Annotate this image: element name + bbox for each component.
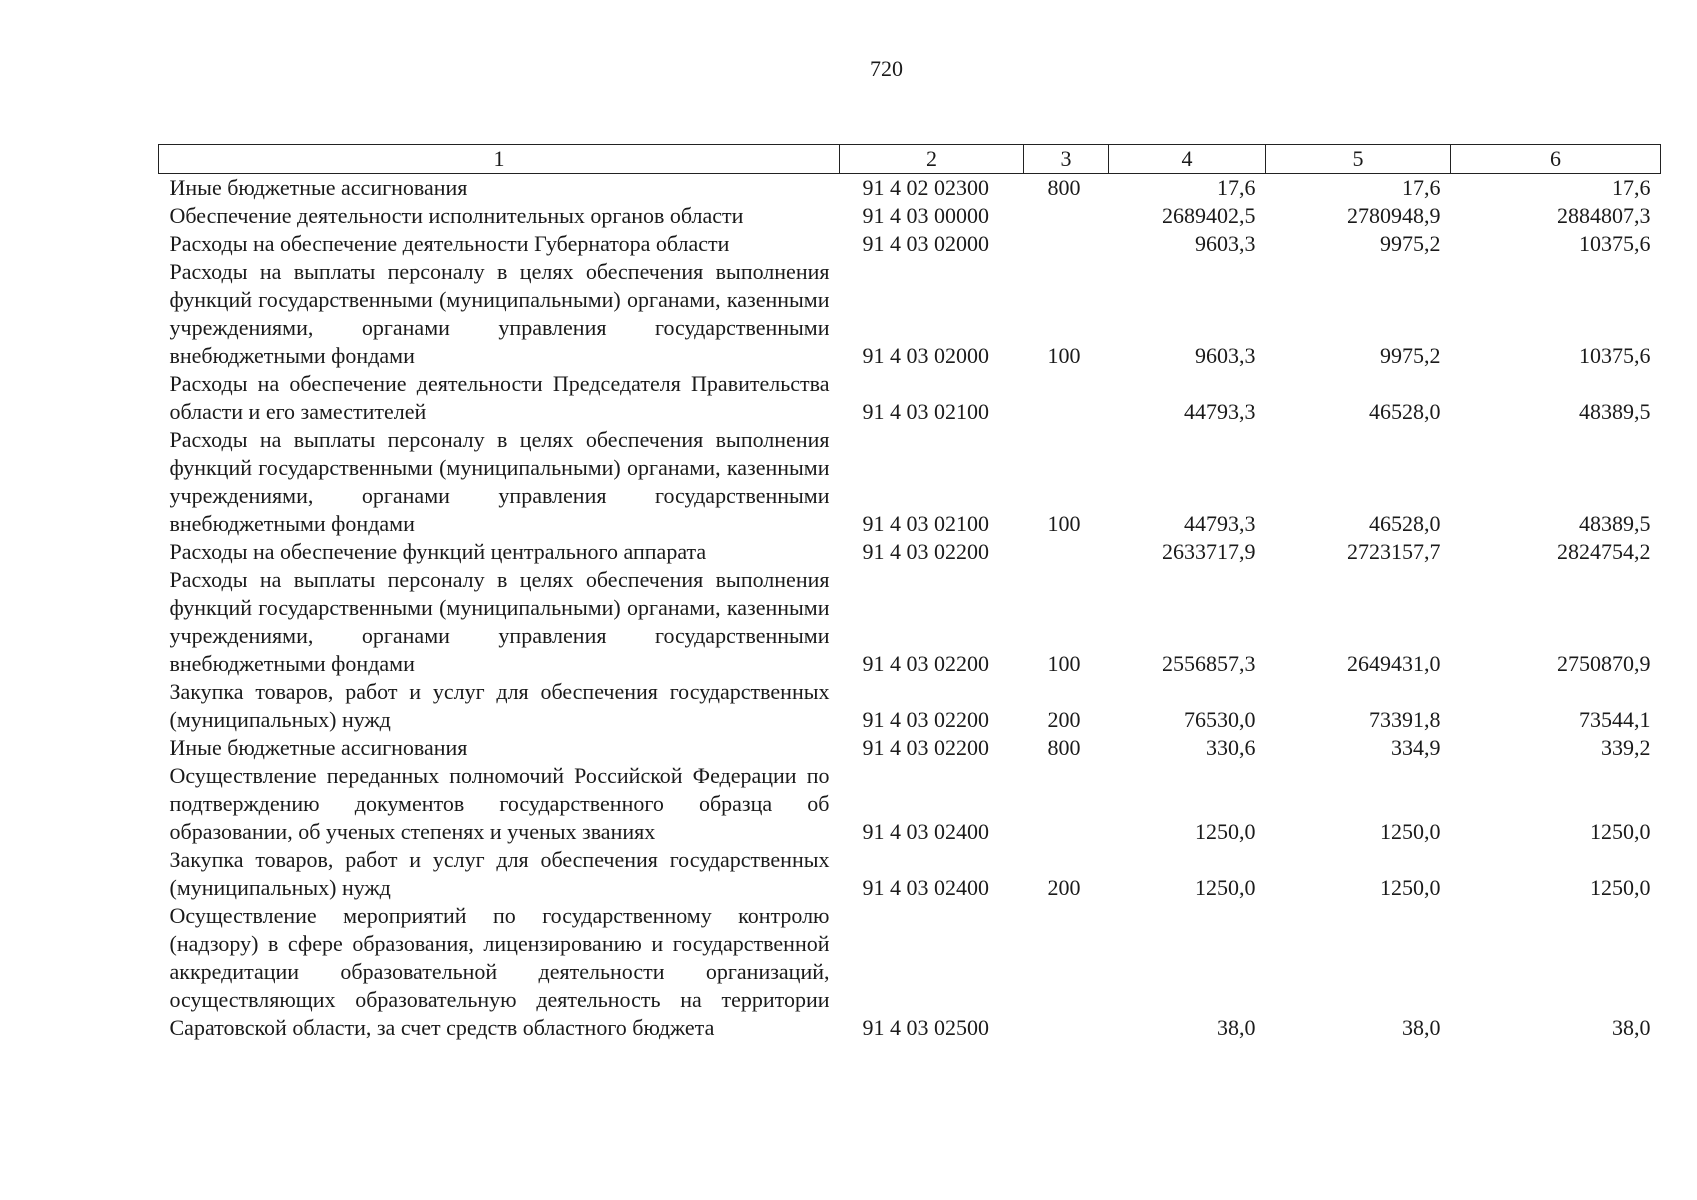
row-value-cell-6: 2824754,2 <box>1557 539 1651 564</box>
row-value-cell-6: 2884807,3 <box>1557 203 1651 228</box>
table-header <box>159 145 1661 174</box>
row-value-cell-5: 1250,0 <box>1380 875 1441 900</box>
row-value-cell-5: 2780948,9 <box>1347 203 1441 228</box>
column-header: 4 <box>1109 145 1266 174</box>
row-expense-type-cell <box>1024 538 1109 566</box>
row-code-cell: 91 4 03 02200 <box>862 539 989 564</box>
row-value-cell-4: 2633717,9 <box>1162 539 1256 564</box>
row-value-cell-5: 46528,0 <box>1369 399 1441 424</box>
row-code-cell: 91 4 03 02200 <box>862 707 989 732</box>
row-value-cell-6: 38,0 <box>1612 1015 1651 1040</box>
row-expense-type-cell: 100 <box>1047 343 1081 368</box>
row-expense-type-cell: 800 <box>1047 735 1081 760</box>
row-code-cell: 91 4 03 02000 <box>862 343 989 368</box>
row-name-cell: Иные бюджетные ассигнования <box>169 735 468 760</box>
table-row <box>159 846 1661 902</box>
row-value-cell-5: 9975,2 <box>1380 343 1441 368</box>
row-value-cell-6: 17,6 <box>1612 175 1651 200</box>
table-row <box>159 902 1661 1042</box>
row-value-cell-5: 1250,0 <box>1380 819 1441 844</box>
row-expense-type-cell: 100 <box>1047 511 1081 536</box>
table-row <box>159 174 1661 203</box>
row-value-cell-5: 38,0 <box>1402 1015 1441 1040</box>
table-row <box>159 370 1661 426</box>
row-value-cell-6: 2750870,9 <box>1557 651 1651 676</box>
table-row <box>159 202 1661 230</box>
row-code-cell: 91 4 03 02100 <box>862 511 989 536</box>
row-value-cell-6: 48389,5 <box>1579 399 1651 424</box>
budget-table <box>158 144 1661 1042</box>
row-name-cell: Осуществление переданных полномочий Российской Федерации по подтверждению документов государственного образца об образовании, об ученых степенях и ученых званиях <box>169 763 830 844</box>
row-code-cell: 91 4 03 02400 <box>862 875 989 900</box>
page-number: 720 <box>870 56 903 81</box>
row-expense-type-cell: 200 <box>1047 707 1081 732</box>
row-value-cell-5: 9975,2 <box>1380 231 1441 256</box>
row-value-cell-4: 9603,3 <box>1195 343 1256 368</box>
table-row <box>159 230 1661 258</box>
row-value-cell-6: 1250,0 <box>1590 875 1651 900</box>
row-expense-type-cell: 200 <box>1047 875 1081 900</box>
row-name-cell: Обеспечение деятельности исполнительных органов области <box>169 203 744 228</box>
row-code-cell: 91 4 03 02400 <box>862 819 989 844</box>
row-name-cell: Иные бюджетные ассигнования <box>169 175 468 200</box>
row-code-cell: 91 4 02 02300 <box>862 175 989 200</box>
row-value-cell-6: 10375,6 <box>1579 231 1651 256</box>
row-value-cell-6: 73544,1 <box>1579 707 1651 732</box>
row-value-cell-5: 46528,0 <box>1369 511 1441 536</box>
column-header: 6 <box>1451 145 1661 174</box>
row-value-cell-4: 1250,0 <box>1195 875 1256 900</box>
row-value-cell-4: 44793,3 <box>1184 399 1256 424</box>
row-name-cell: Расходы на выплаты персоналу в целях обеспечения выполнения функций государственными (муниципальными) органами, казенными учреждениями, органами управления государственными внебюджетными фондами <box>169 259 830 368</box>
row-expense-type-cell <box>1024 762 1109 846</box>
row-expense-type-cell <box>1024 370 1109 426</box>
row-value-cell-5: 17,6 <box>1402 175 1441 200</box>
row-value-cell-6: 10375,6 <box>1579 343 1651 368</box>
row-value-cell-5: 334,9 <box>1391 735 1441 760</box>
table-row <box>159 426 1661 538</box>
row-value-cell-4: 44793,3 <box>1184 511 1256 536</box>
row-name-cell: Расходы на обеспечение функций центрального аппарата <box>169 539 707 564</box>
row-value-cell-4: 2689402,5 <box>1162 203 1256 228</box>
row-value-cell-4: 9603,3 <box>1195 231 1256 256</box>
row-value-cell-6: 48389,5 <box>1579 511 1651 536</box>
row-code-cell: 91 4 03 00000 <box>862 203 989 228</box>
row-code-cell: 91 4 03 02200 <box>862 651 989 676</box>
table-row <box>159 762 1661 846</box>
row-value-cell-5: 2649431,0 <box>1347 651 1441 676</box>
row-value-cell-4: 17,6 <box>1217 175 1256 200</box>
row-value-cell-4: 330,6 <box>1206 735 1256 760</box>
row-code-cell: 91 4 03 02200 <box>862 735 989 760</box>
table-row <box>159 258 1661 370</box>
table-row <box>159 734 1661 762</box>
row-value-cell-4: 1250,0 <box>1195 819 1256 844</box>
row-value-cell-6: 1250,0 <box>1590 819 1651 844</box>
row-code-cell: 91 4 03 02000 <box>862 231 989 256</box>
column-header: 5 <box>1266 145 1451 174</box>
row-expense-type-cell <box>1024 902 1109 1042</box>
row-name-cell: Закупка товаров, работ и услуг для обеспечения государственных (муниципальных) нужд <box>169 847 830 900</box>
row-value-cell-6: 339,2 <box>1601 735 1651 760</box>
row-name-cell: Расходы на выплаты персоналу в целях обеспечения выполнения функций государственными (муниципальными) органами, казенными учреждениями, органами управления государственными внебюджетными фондами <box>169 567 830 676</box>
row-expense-type-cell: 100 <box>1047 651 1081 676</box>
table-row <box>159 678 1661 734</box>
row-code-cell: 91 4 03 02100 <box>862 399 989 424</box>
header-row <box>159 145 1661 174</box>
row-expense-type-cell <box>1024 202 1109 230</box>
row-name-cell: Расходы на выплаты персоналу в целях обеспечения выполнения функций государственными (муниципальными) органами, казенными учреждениями, органами управления государственными внебюджетными фондами <box>169 427 830 536</box>
table-body <box>159 174 1661 1043</box>
row-name-cell: Расходы на обеспечение деятельности Председателя Правительства области и его заместителей <box>169 371 830 424</box>
table-row <box>159 566 1661 678</box>
table-row <box>159 538 1661 566</box>
column-header: 1 <box>159 145 840 174</box>
row-expense-type-cell <box>1024 230 1109 258</box>
row-code-cell: 91 4 03 02500 <box>862 1015 989 1040</box>
row-value-cell-4: 2556857,3 <box>1162 651 1256 676</box>
row-name-cell: Закупка товаров, работ и услуг для обеспечения государственных (муниципальных) нужд <box>169 679 830 732</box>
row-value-cell-5: 73391,8 <box>1369 707 1441 732</box>
row-expense-type-cell: 800 <box>1047 175 1081 200</box>
column-header: 3 <box>1024 145 1109 174</box>
row-name-cell: Осуществление мероприятий по государственному контролю (надзору) в сфере образования, лицензированию и государственной аккредитации образовательной деятельности организаций, осуществляющих образовательную деятельность на территории Саратовской области, за счет средств областного бюджета <box>169 903 830 1040</box>
column-header: 2 <box>840 145 1024 174</box>
row-value-cell-4: 76530,0 <box>1184 707 1256 732</box>
row-value-cell-5: 2723157,7 <box>1347 539 1441 564</box>
row-name-cell: Расходы на обеспечение деятельности Губернатора области <box>169 231 730 256</box>
row-value-cell-4: 38,0 <box>1217 1015 1256 1040</box>
